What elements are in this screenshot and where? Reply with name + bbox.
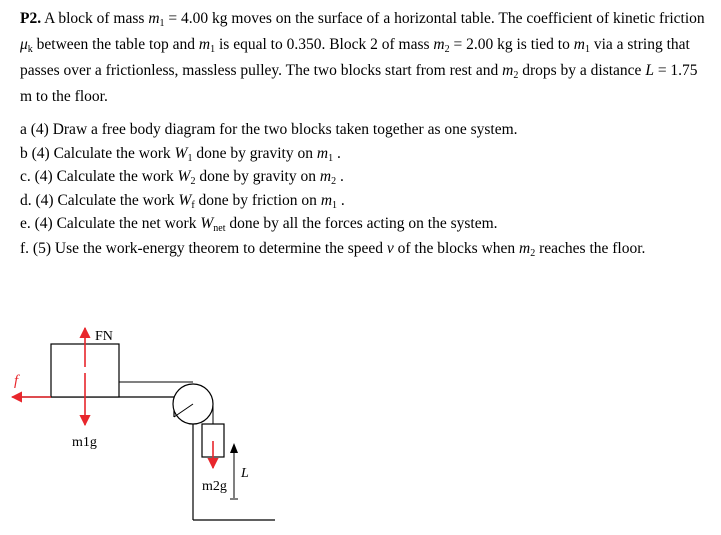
friction-label: f [14, 373, 19, 389]
physics-diagram [0, 300, 721, 530]
distance-label: L [241, 466, 249, 481]
weight-1-label: m1g [72, 435, 97, 450]
part-e: e. (4) Calculate the net work $W_{net}$ done by all the forces acting on the system. [20, 215, 498, 235]
distance-arrowhead-up [230, 443, 238, 453]
part-c: c. (4) Calculate the work $W_2$ done by gravity on $m_2$ . [20, 168, 344, 188]
part-f: f. (5) Use the work-energy theorem to determine the speed v of the blocks when $m_2$ reaches the floor. [20, 239, 646, 259]
problem-statement: P2. A block of mass $m_1 = 4.00$ kg moves on the surface of a horizontal table. The coefficient of kinetic friction $\mu_k$ between the table top and $m_1$ is equal to 0.350. Block 2 of mass $m_2 = 2.00$ kg is tied to $m_1$ via a string that passes over a frictionless, massless pulley. The two blocks start from rest and $m_2$ drops by a distance L = 1.75 m to the floor. [20, 10, 705, 105]
normal-force-label: FN [95, 329, 113, 344]
problem-number: P2. [20, 10, 42, 27]
part-a: a (4) Draw a free body diagram for the two blocks taken together as one system. [20, 121, 518, 138]
weight-2-label: m2g [202, 479, 227, 494]
problem-parts [20, 118, 710, 261]
pulley-diagram-svg [0, 300, 721, 530]
part-d: d. (4) Calculate the work $W_f$ done by friction on $m_1$ . [20, 191, 345, 211]
part-b: b (4) Calculate the work $W_1$ done by gravity on $m_1$ . [20, 144, 341, 164]
